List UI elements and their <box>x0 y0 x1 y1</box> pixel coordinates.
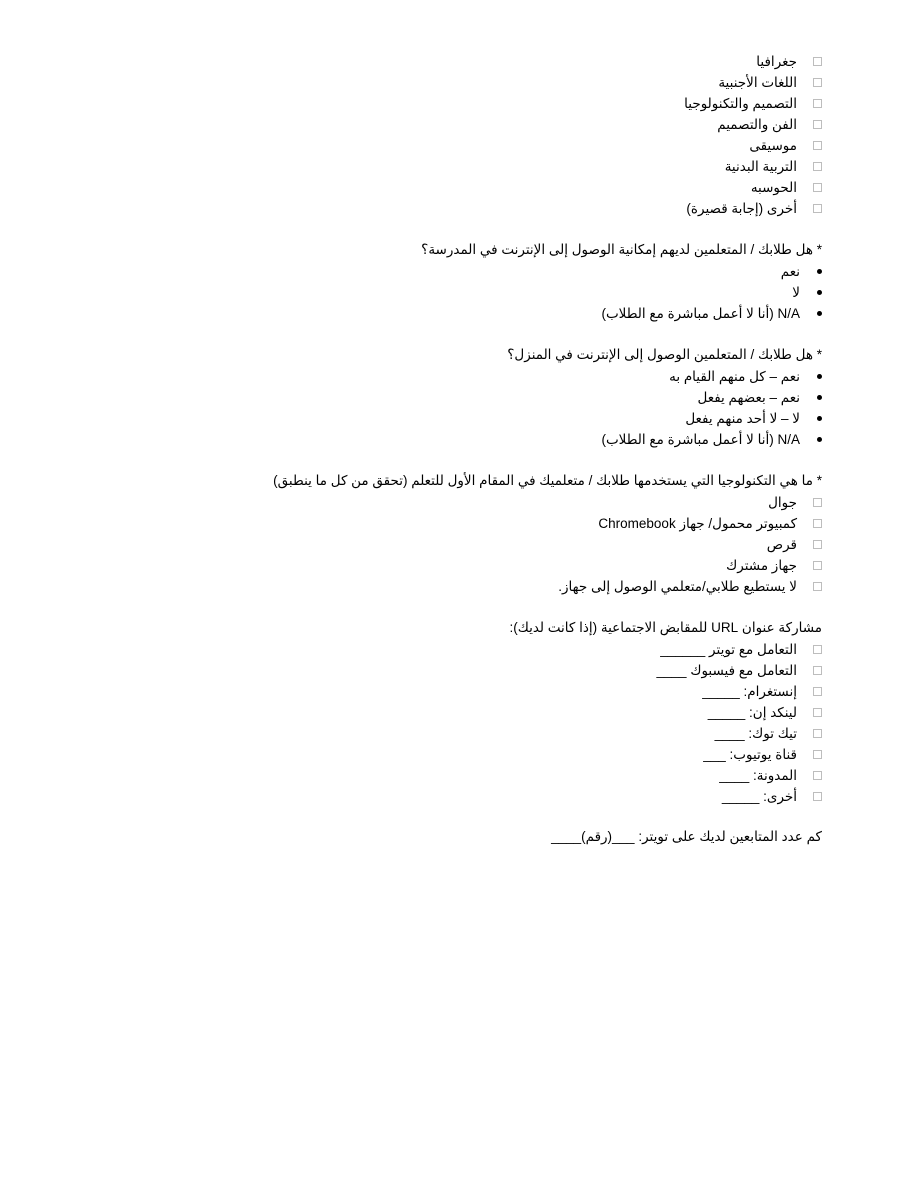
checkbox-item[interactable] <box>558 513 822 534</box>
radio-option[interactable] <box>601 429 822 450</box>
checkbox-icon[interactable] <box>813 204 822 213</box>
option-label: تيك توك: ____ <box>714 725 797 741</box>
option-label: إنستغرام: _____ <box>702 683 797 699</box>
option-label: لا يستطيع طلابي/متعلمي الوصول إلى جهاز. <box>558 578 797 594</box>
checkbox-item[interactable] <box>657 660 822 681</box>
checkbox-item[interactable] <box>558 492 822 513</box>
radio-option[interactable] <box>601 303 822 324</box>
option-label: لا – لا أحد منهم يفعل <box>685 410 800 426</box>
option-label: الفن والتصميم <box>717 116 797 132</box>
checkbox-item[interactable] <box>657 702 822 723</box>
question-school-internet: * هل طلابك / المتعلمين لديهم إمكانية الوصول إلى الإنترنت في المدرسة؟ <box>421 242 822 257</box>
option-label: نعم – بعضهم يفعل <box>697 389 800 405</box>
checkbox-item[interactable] <box>684 51 822 72</box>
option-label: قناة يوتيوب: ___ <box>703 746 797 762</box>
checkbox-item[interactable] <box>657 765 822 786</box>
checkbox-icon[interactable] <box>813 792 822 801</box>
question-twitter-followers[interactable]: كم عدد المتابعين لديك على تويتر: ___(رقم)____ <box>551 829 822 844</box>
home-internet-options <box>601 366 822 450</box>
checkbox-icon[interactable] <box>813 120 822 129</box>
checkbox-icon[interactable] <box>813 561 822 570</box>
option-label: لينكد إن: _____ <box>707 704 797 720</box>
option-label: جغرافيا <box>756 53 797 69</box>
checkbox-icon[interactable] <box>813 645 822 654</box>
option-label: قرص <box>766 536 797 552</box>
checkbox-icon[interactable] <box>813 99 822 108</box>
option-label: N/A (أنا لا أعمل مباشرة مع الطلاب) <box>601 431 800 447</box>
checkbox-icon[interactable] <box>813 708 822 717</box>
checkbox-icon[interactable] <box>813 582 822 591</box>
bullet-icon <box>817 290 822 295</box>
checkbox-icon[interactable] <box>813 519 822 528</box>
checkbox-item[interactable] <box>684 93 822 114</box>
checkbox-item[interactable] <box>684 198 822 219</box>
question-home-internet: * هل طلابك / المتعلمين الوصول إلى الإنترنت في المنزل؟ <box>507 347 822 362</box>
option-label: التعامل مع تويتر ______ <box>660 641 797 657</box>
social-handles-list <box>657 639 822 807</box>
option-label: التصميم والتكنولوجيا <box>684 95 797 111</box>
checkbox-item[interactable] <box>657 744 822 765</box>
option-label: نعم – كل منهم القيام به <box>669 368 800 384</box>
option-label: جوال <box>768 494 797 510</box>
option-label: كمبيوتر محمول/ جهاز Chromebook <box>598 515 797 531</box>
checkbox-icon[interactable] <box>813 141 822 150</box>
option-label: N/A (أنا لا أعمل مباشرة مع الطلاب) <box>601 305 800 321</box>
checkbox-item[interactable] <box>684 135 822 156</box>
checkbox-item[interactable] <box>558 555 822 576</box>
checkbox-icon[interactable] <box>813 750 822 759</box>
checkbox-icon[interactable] <box>813 162 822 171</box>
radio-option[interactable] <box>601 366 822 387</box>
checkbox-item[interactable] <box>684 114 822 135</box>
checkbox-icon[interactable] <box>813 498 822 507</box>
option-label: المدونة: ____ <box>719 767 797 783</box>
bullet-icon <box>817 269 822 274</box>
checkbox-icon[interactable] <box>813 687 822 696</box>
option-label: التعامل مع فيسبوك ____ <box>656 662 797 678</box>
checkbox-item[interactable] <box>657 639 822 660</box>
checkbox-item[interactable] <box>684 177 822 198</box>
technology-checkbox-list <box>558 492 822 597</box>
subjects-checkbox-list <box>684 51 822 219</box>
checkbox-item[interactable] <box>657 723 822 744</box>
checkbox-icon[interactable] <box>813 57 822 66</box>
checkbox-item[interactable] <box>558 534 822 555</box>
option-label: أخرى (إجابة قصيرة) <box>686 200 797 216</box>
bullet-icon <box>817 374 822 379</box>
option-label: اللغات الأجنبية <box>718 74 797 90</box>
checkbox-item[interactable] <box>558 576 822 597</box>
checkbox-icon[interactable] <box>813 771 822 780</box>
option-label: التربية البدنية <box>724 158 797 174</box>
checkbox-item[interactable] <box>684 156 822 177</box>
bullet-icon <box>817 437 822 442</box>
radio-option[interactable] <box>601 408 822 429</box>
option-label: نعم <box>780 263 800 279</box>
checkbox-item[interactable] <box>657 786 822 807</box>
question-technology: * ما هي التكنولوجيا التي يستخدمها طلابك / متعلميك في المقام الأول للتعلم (تحقق من كل ما ينطبق) <box>273 473 822 488</box>
school-internet-options <box>601 261 822 324</box>
checkbox-icon[interactable] <box>813 183 822 192</box>
option-label: أخرى: _____ <box>721 788 797 804</box>
checkbox-icon[interactable] <box>813 729 822 738</box>
bullet-icon <box>817 311 822 316</box>
question-social-handles: مشاركة عنوان URL للمقابض الاجتماعية (إذا كانت لديك): <box>509 620 822 635</box>
checkbox-item[interactable] <box>657 681 822 702</box>
option-label: موسيقى <box>749 137 797 153</box>
option-label: لا <box>792 284 800 300</box>
radio-option[interactable] <box>601 261 822 282</box>
bullet-icon <box>817 395 822 400</box>
option-label: جهاز مشترك <box>726 557 797 573</box>
radio-option[interactable] <box>601 387 822 408</box>
checkbox-icon[interactable] <box>813 666 822 675</box>
option-label: الحوسبه <box>750 179 797 195</box>
checkbox-icon[interactable] <box>813 540 822 549</box>
bullet-icon <box>817 416 822 421</box>
checkbox-item[interactable] <box>684 72 822 93</box>
radio-option[interactable] <box>601 282 822 303</box>
checkbox-icon[interactable] <box>813 78 822 87</box>
